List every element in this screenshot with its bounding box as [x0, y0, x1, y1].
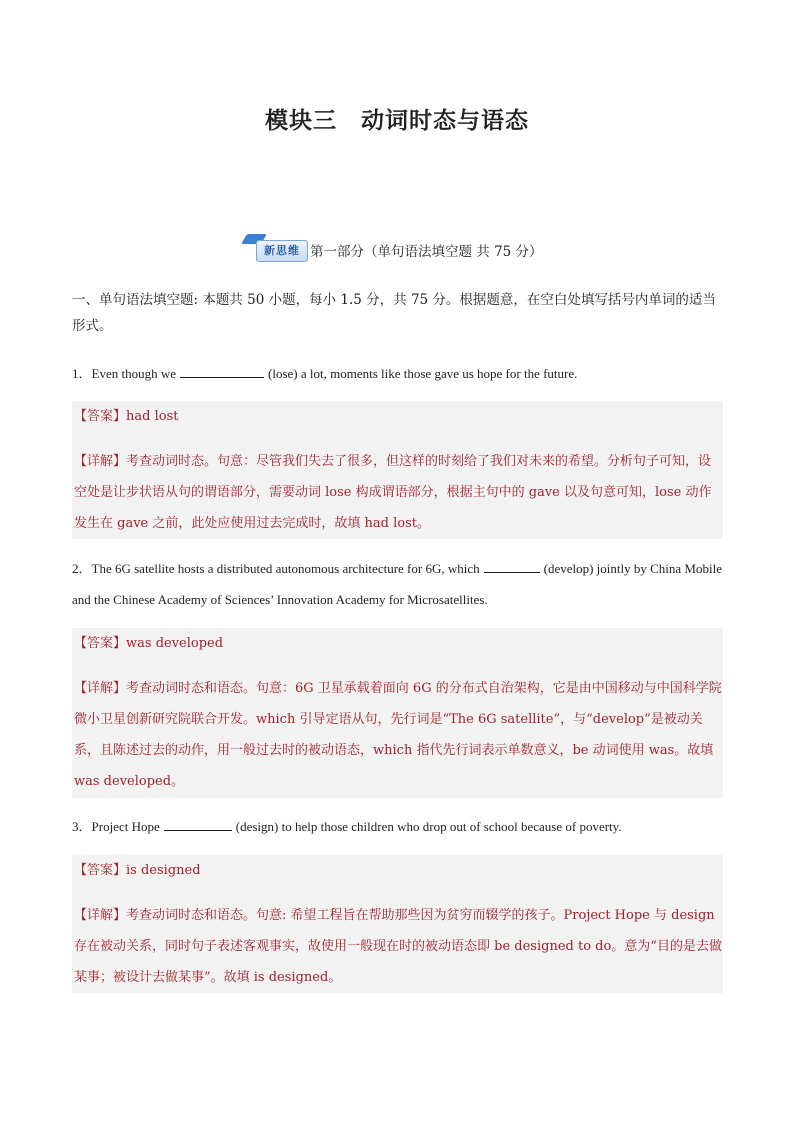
- detail-tag: 【详解】: [74, 454, 127, 469]
- answer-tag: 【答案】: [74, 409, 127, 424]
- detail-tag: 【详解】: [74, 681, 127, 696]
- answer-text: was developed: [126, 636, 224, 651]
- answer-box-3: [72, 855, 723, 993]
- detail-text: 考查动词时态。句意：尽管我们失去了很多，但这样的时刻给了我们对未来的希望。分析句子可知，设空处是让步状语从句的谓语部分，需要动词 lose 构成谓语部分，根据主句中的 gave 以及句意可知，lose 动作发生在 gave 之前，此处应使用过去完成时，故填 had lost。: [74, 454, 712, 531]
- question-text: Even though we: [91, 366, 176, 381]
- answer-text: had lost: [126, 409, 179, 424]
- question-hint: (develop) jointly by China Mobile and the Chinese Academy of Sciences’ Innovation Academy for Microsatellites.: [72, 561, 722, 607]
- question-number: 1．: [72, 366, 92, 381]
- question-1: [72, 358, 728, 389]
- question-number: 2．: [72, 561, 92, 576]
- answer-blank[interactable]: [180, 362, 264, 378]
- new-thinking-badge-icon: [244, 234, 306, 262]
- answer-tag: 【答案】: [74, 636, 127, 651]
- answer-blank[interactable]: [164, 815, 232, 831]
- badge-label: 新思维: [256, 240, 308, 262]
- detail-text: 考查动词时态和语态。句意：6G 卫星承载着面向 6G 的分布式自治架构，它是由中国移动与中国科学院微小卫星创新研究院联合开发。which 引导定语从句，先行词是“The 6G satellite”，与“develop”是被动关系，且陈述过去的动作，用一般过去时的被动语态，which 指代先行词表示单数意义，be 动词使用 was。故填 was developed。: [74, 681, 722, 789]
- section-header: [244, 232, 543, 262]
- page-title: 模块三 动词时态与语态: [265, 108, 529, 134]
- section-label: 第一部分（单句语法填空题 共 75 分）: [310, 244, 543, 260]
- answer-box-1: [72, 401, 723, 539]
- question-hint: (design) to help those children who drop out of school because of poverty.: [235, 819, 622, 834]
- answer-blank[interactable]: [484, 557, 540, 573]
- detail-text: 考查动词时态和语态。句意: 希望工程旨在帮助那些因为贫穷而辍学的孩子。Project Hope 与 design 存在被动关系，同时句子表述客观事实，故使用一般现在时的被动语态即 be designed to do。意为“目的是去做某事；被设计去做某事”。故填 is designed。: [74, 908, 722, 985]
- answer-text: is designed: [126, 863, 201, 878]
- question-hint: (lose) a lot, moments like those gave us hope for the future.: [268, 366, 578, 381]
- question-number: 3．: [72, 819, 92, 834]
- detail-tag: 【详解】: [74, 908, 127, 923]
- instruction: 一、单句语法填空题: 本题共 50 小题，每小 1.5 分，共 75 分。根据题意，在空白处填写括号内单词的适当形式。: [72, 292, 716, 334]
- answer-box-2: [72, 628, 723, 798]
- answer-tag: 【答案】: [74, 863, 127, 878]
- question-text: The 6G satellite hosts a distributed autonomous architecture for 6G, which: [91, 561, 480, 576]
- question-3: [72, 811, 728, 842]
- question-text: Project Hope: [91, 819, 160, 834]
- question-2: [72, 553, 728, 615]
